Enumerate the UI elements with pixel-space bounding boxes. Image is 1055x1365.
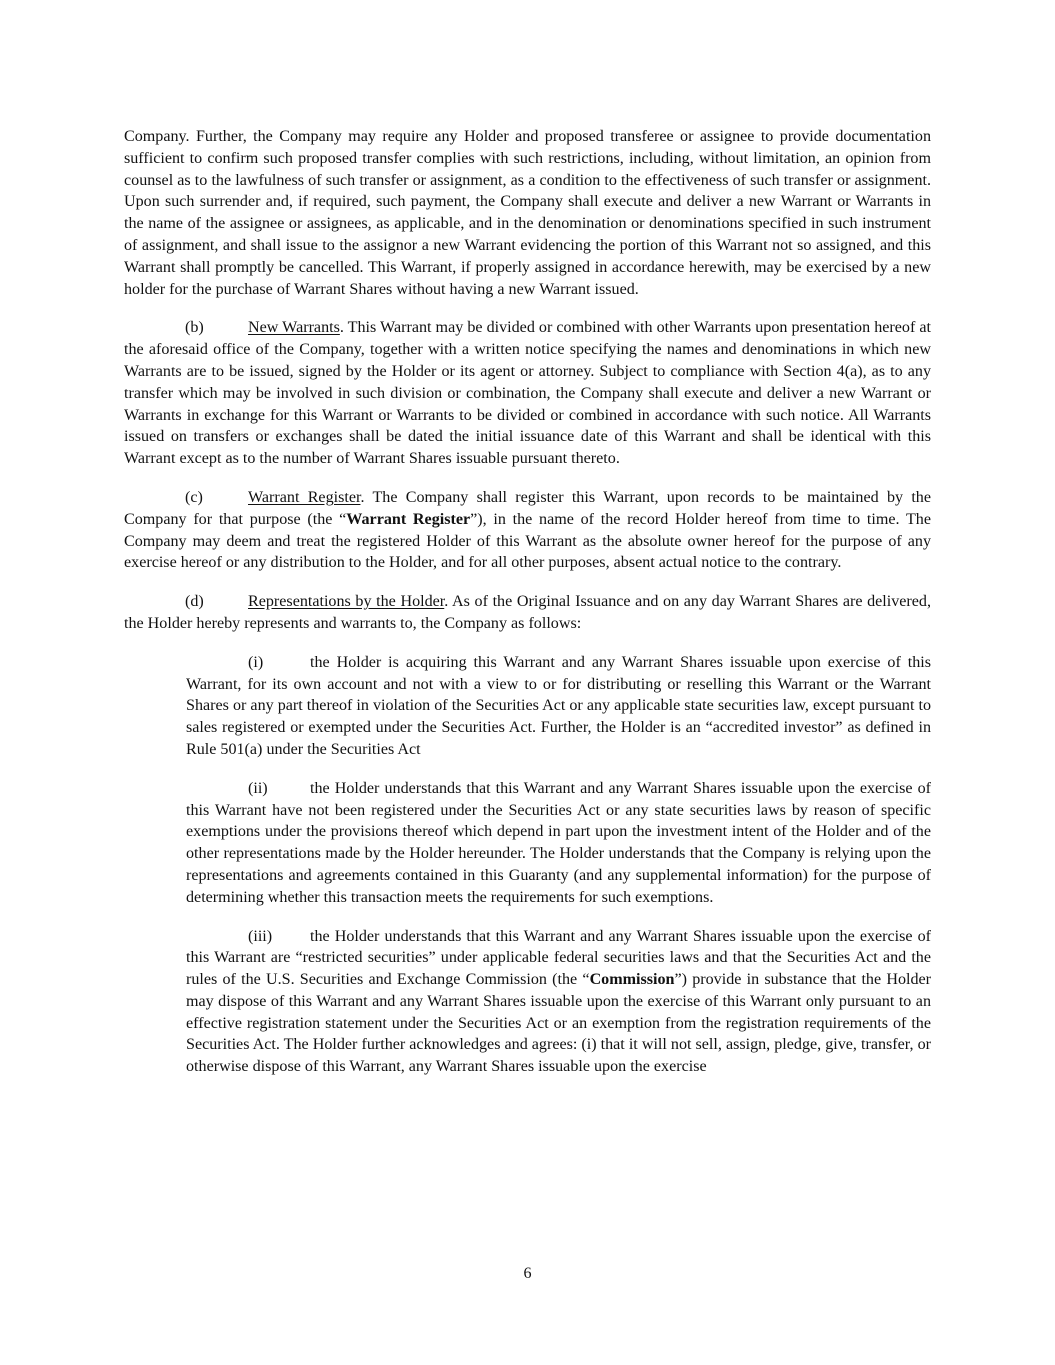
subsection-ii-text: the Holder understands that this Warrant and any Warrant Shares issuable upon the exercise of this Warrant have not been registered under the Securities Act or any state securities laws by reason of specific exemptions under the provisions thereof which depend in part upon the investment intent of the Holder and of the other representations made by the Holder hereunder. The Holder understands that the Company is relying upon the representations and agreements contained in this Guaranty (and any supplemental information) for the purpose of determining whether this transaction meets the requirements for such exemptions. (186, 779, 931, 906)
subsection-i-text: the Holder is acquiring this Warrant and any Warrant Shares issuable upon exercise of this Warrant, for its own account and not with a view to or for distributing or reselling this Warrant or the Warrant Shares or any part thereof in violation of the Securities Act or any applicable state securities law, except pursuant to sales registered or exempted under the Securities Act. Further, the Holder is an “accredited investor” as defined in Rule 501(a) under the Securities Act (186, 653, 931, 758)
section-b-text: . This Warrant may be divided or combined with other Warrants upon presentation hereof at the aforesaid office of the Company, together with a written notice specifying the names and denominations in which new Warrants are to be issued, signed by the Holder or its agent or attorney. Subject to compliance with Section 4(a), as to any transfer which may be involved in such division or combination, the Company shall execute and deliver a new Warrant or Warrants in exchange for this Warrant or Warrants to be divided or combined in accordance with such notice. All Warrants issued on transfers or exchanges shall be dated the initial issuance date of this Warrant and shall be identical with this Warrant except as to the number of Warrant Shares issuable pursuant thereto. (124, 319, 931, 468)
page-number: 6 (523, 1265, 532, 1282)
section-d-label: (d) (185, 593, 204, 611)
section-b-heading: New Warrants (248, 319, 340, 337)
subsection-ii-paragraph (186, 778, 931, 909)
subsection-iii-text-after: ”) provide in substance that the Holder may dispose of this Warrant and any Warrant Shares issuable upon the exercise of this Warrant only pursuant to an effective registration statement under the Securities Act or an exemption from the registration requirements of the Securities Act. The Holder further acknowledges and agrees: (i) that it will not sell, assign, pledge, give, transfer, or otherwise dispose of this Warrant, any Warrant Shares issuable upon the exercise (186, 971, 932, 1076)
section-d-text: . As of the Original Issuance and on any day Warrant Shares are delivered, the Holder hereby represents and warrants to, the Company as follows: (124, 593, 931, 632)
subsection-iii-text-before: the Holder understands that this Warrant and any Warrant Shares issuable upon the exercise of this Warrant are “restricted securities” under applicable federal securities laws and that the Securities Act and the rules of the U.S. Securities and Exchange Commission (the “ (186, 927, 931, 989)
section-c-label: (c) (185, 488, 203, 506)
section-c-heading: Warrant Register (248, 488, 361, 506)
section-c-text-before: . The Company shall register this Warrant, upon records to be maintained by the Company for that purpose (the “ (124, 488, 931, 528)
document-page (124, 126, 931, 1095)
subsection-iii-label: (iii) (248, 927, 273, 945)
subsection-i-label: (i) (248, 653, 264, 671)
section-c-text-after: ”), in the name of the record Holder hereof from time to time. The Company may deem and treat the registered Holder of this Warrant as the absolute owner hereof for the purpose of any exercise hereof or any distribution to the Holder, and for all other purposes, absent actual notice to the contrary. (124, 510, 931, 572)
section-b-paragraph (124, 317, 931, 470)
subsection-iii-defined-term: Commission (589, 971, 675, 989)
intro-paragraph: Company. Further, the Company may require any Holder and proposed transferee or assignee to provide documentation sufficient to confirm such proposed transfer complies with such restrictions, including, without limitation, an opinion from counsel as to the lawfulness of such transfer or assignment, as a condition to the effectiveness of such transfer or assignment. Upon such surrender and, if required, such payment, the Company shall execute and deliver a new Warrant or Warrants in the name of the assignee or assignees, as applicable, and in the denomination or denominations specified in such instrument of assignment, and shall issue to the assignor a new Warrant evidencing the portion of this Warrant not so assigned, and this Warrant shall promptly be cancelled. This Warrant, if properly assigned in accordance herewith, may be exercised by a new holder for the purchase of Warrant Shares without having a new Warrant issued. (124, 128, 931, 298)
subsection-ii-label: (ii) (248, 779, 268, 797)
section-c-defined-term: Warrant Register (346, 510, 471, 528)
section-d-heading: Representations by the Holder (248, 593, 445, 611)
subsection-i-paragraph (186, 652, 931, 761)
section-d-paragraph (124, 591, 931, 635)
subsection-iii-paragraph (186, 926, 931, 1079)
section-c-paragraph (124, 487, 931, 574)
section-b-label: (b) (185, 319, 204, 337)
